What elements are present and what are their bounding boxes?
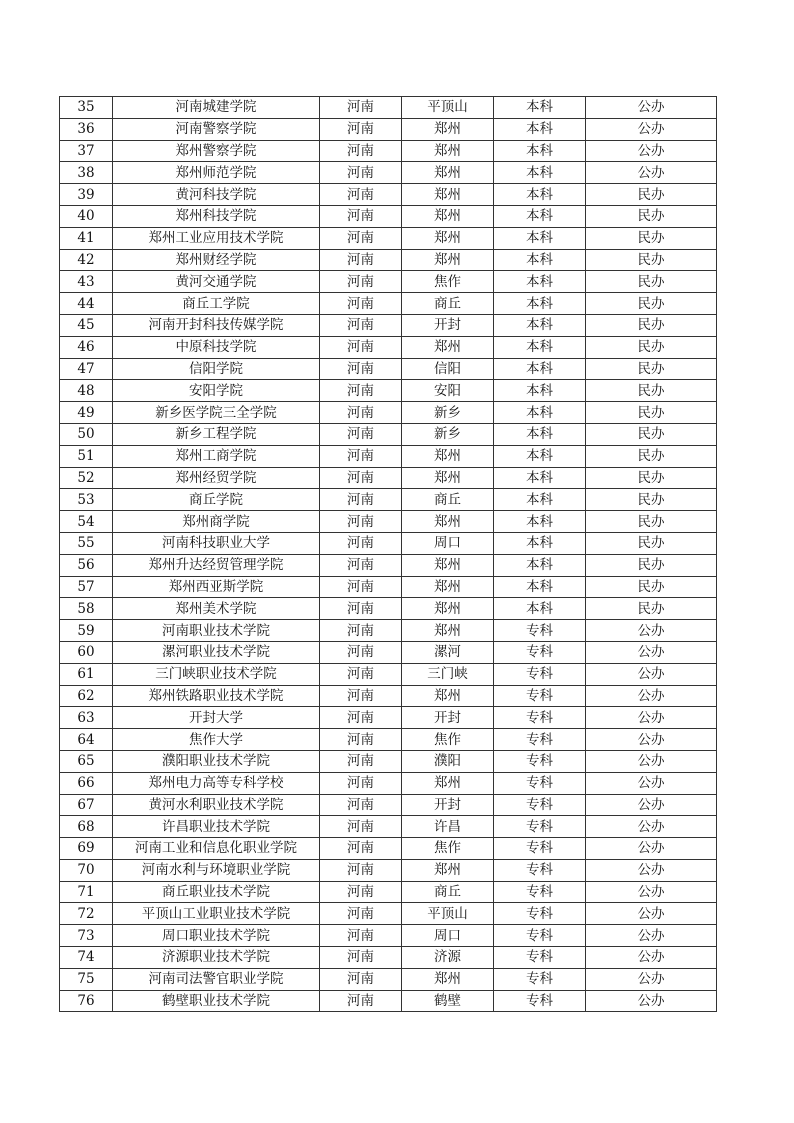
province-cell: 河南 [320,293,402,315]
ownership-cell: 民办 [586,423,717,445]
ownership-cell: 公办 [586,620,717,642]
row-number-cell: 67 [60,794,113,816]
school-name-cell: 商丘学院 [113,489,320,511]
row-number-cell: 58 [60,598,113,620]
province-cell: 河南 [320,663,402,685]
table-row [60,314,717,336]
province-cell: 河南 [320,314,402,336]
row-number-cell: 42 [60,249,113,271]
province-cell: 河南 [320,489,402,511]
school-name-cell: 郑州美术学院 [113,598,320,620]
ownership-cell: 民办 [586,249,717,271]
row-number-cell: 71 [60,881,113,903]
level-cell: 本科 [494,380,586,402]
table-row [60,489,717,511]
city-cell: 许昌 [402,816,494,838]
province-cell: 河南 [320,838,402,860]
school-name-cell: 焦作大学 [113,729,320,751]
level-cell: 本科 [494,511,586,533]
row-number-cell: 60 [60,641,113,663]
table-row [60,750,717,772]
level-cell: 专科 [494,903,586,925]
row-number-cell: 36 [60,118,113,140]
school-name-cell: 河南科技职业大学 [113,532,320,554]
ownership-cell: 公办 [586,685,717,707]
school-name-cell: 信阳学院 [113,358,320,380]
ownership-cell: 公办 [586,641,717,663]
row-number-cell: 70 [60,859,113,881]
city-cell: 信阳 [402,358,494,380]
ownership-cell: 民办 [586,358,717,380]
province-cell: 河南 [320,554,402,576]
level-cell: 专科 [494,750,586,772]
row-number-cell: 44 [60,293,113,315]
city-cell: 平顶山 [402,97,494,119]
province-cell: 河南 [320,511,402,533]
ownership-cell: 公办 [586,816,717,838]
ownership-cell: 公办 [586,140,717,162]
row-number-cell: 75 [60,968,113,990]
province-cell: 河南 [320,205,402,227]
level-cell: 本科 [494,205,586,227]
ownership-cell: 公办 [586,707,717,729]
ownership-cell: 民办 [586,467,717,489]
school-name-cell: 郑州经贸学院 [113,467,320,489]
school-name-cell: 黄河科技学院 [113,184,320,206]
table-row [60,467,717,489]
level-cell: 专科 [494,947,586,969]
school-name-cell: 河南职业技术学院 [113,620,320,642]
province-cell: 河南 [320,576,402,598]
school-name-cell: 商丘职业技术学院 [113,881,320,903]
row-number-cell: 66 [60,772,113,794]
school-name-cell: 新乡医学院三全学院 [113,402,320,424]
level-cell: 专科 [494,838,586,860]
city-cell: 周口 [402,532,494,554]
table-row [60,816,717,838]
level-cell: 专科 [494,772,586,794]
school-name-cell: 郑州财经学院 [113,249,320,271]
city-cell: 郑州 [402,467,494,489]
city-cell: 郑州 [402,205,494,227]
city-cell: 郑州 [402,162,494,184]
school-name-cell: 漯河职业技术学院 [113,641,320,663]
table-row [60,532,717,554]
ownership-cell: 民办 [586,380,717,402]
table-row [60,576,717,598]
level-cell: 专科 [494,816,586,838]
level-cell: 专科 [494,990,586,1012]
ownership-cell: 公办 [586,925,717,947]
city-cell: 郑州 [402,140,494,162]
school-name-cell: 鹤壁职业技术学院 [113,990,320,1012]
province-cell: 河南 [320,402,402,424]
table-row [60,554,717,576]
table-row [60,881,717,903]
ownership-cell: 公办 [586,947,717,969]
ownership-cell: 公办 [586,838,717,860]
level-cell: 本科 [494,293,586,315]
school-name-cell: 濮阳职业技术学院 [113,750,320,772]
ownership-cell: 民办 [586,489,717,511]
province-cell: 河南 [320,184,402,206]
school-name-cell: 黄河水利职业技术学院 [113,794,320,816]
table-row [60,380,717,402]
ownership-cell: 公办 [586,729,717,751]
city-cell: 商丘 [402,293,494,315]
city-cell: 新乡 [402,423,494,445]
level-cell: 专科 [494,685,586,707]
province-cell: 河南 [320,772,402,794]
level-cell: 专科 [494,729,586,751]
school-name-cell: 河南城建学院 [113,97,320,119]
row-number-cell: 65 [60,750,113,772]
school-name-cell: 中原科技学院 [113,336,320,358]
row-number-cell: 57 [60,576,113,598]
city-cell: 郑州 [402,685,494,707]
ownership-cell: 民办 [586,336,717,358]
school-name-cell: 河南司法警官职业学院 [113,968,320,990]
province-cell: 河南 [320,380,402,402]
row-number-cell: 46 [60,336,113,358]
table-row [60,358,717,380]
city-cell: 焦作 [402,838,494,860]
table-row [60,859,717,881]
school-name-cell: 河南水利与环境职业学院 [113,859,320,881]
ownership-cell: 公办 [586,859,717,881]
level-cell: 专科 [494,925,586,947]
province-cell: 河南 [320,947,402,969]
city-cell: 濮阳 [402,750,494,772]
level-cell: 本科 [494,184,586,206]
table-row [60,598,717,620]
province-cell: 河南 [320,816,402,838]
city-cell: 郑州 [402,445,494,467]
school-name-cell: 河南警察学院 [113,118,320,140]
level-cell: 本科 [494,336,586,358]
province-cell: 河南 [320,140,402,162]
province-cell: 河南 [320,968,402,990]
city-cell: 郑州 [402,511,494,533]
school-name-cell: 郑州铁路职业技术学院 [113,685,320,707]
school-name-cell: 郑州商学院 [113,511,320,533]
level-cell: 本科 [494,532,586,554]
province-cell: 河南 [320,794,402,816]
row-number-cell: 40 [60,205,113,227]
table-row [60,511,717,533]
school-name-cell: 安阳学院 [113,380,320,402]
table-row [60,685,717,707]
table-row [60,968,717,990]
ownership-cell: 民办 [586,576,717,598]
city-cell: 平顶山 [402,903,494,925]
level-cell: 专科 [494,620,586,642]
school-name-cell: 河南开封科技传媒学院 [113,314,320,336]
table-row [60,838,717,860]
school-name-cell: 郑州电力高等专科学校 [113,772,320,794]
ownership-cell: 民办 [586,511,717,533]
city-cell: 安阳 [402,380,494,402]
city-cell: 济源 [402,947,494,969]
ownership-cell: 民办 [586,554,717,576]
table-row [60,118,717,140]
row-number-cell: 50 [60,423,113,445]
province-cell: 河南 [320,925,402,947]
school-name-cell: 许昌职业技术学院 [113,816,320,838]
table-row [60,162,717,184]
level-cell: 本科 [494,118,586,140]
ownership-cell: 公办 [586,750,717,772]
province-cell: 河南 [320,445,402,467]
table-row [60,249,717,271]
level-cell: 本科 [494,97,586,119]
province-cell: 河南 [320,641,402,663]
level-cell: 本科 [494,423,586,445]
city-cell: 郑州 [402,554,494,576]
ownership-cell: 民办 [586,314,717,336]
row-number-cell: 63 [60,707,113,729]
city-cell: 郑州 [402,859,494,881]
row-number-cell: 73 [60,925,113,947]
city-cell: 郑州 [402,249,494,271]
row-number-cell: 53 [60,489,113,511]
school-name-cell: 郑州工商学院 [113,445,320,467]
table-row [60,336,717,358]
level-cell: 专科 [494,881,586,903]
level-cell: 本科 [494,271,586,293]
ownership-cell: 民办 [586,402,717,424]
city-cell: 三门峡 [402,663,494,685]
level-cell: 本科 [494,314,586,336]
table-row [60,205,717,227]
table-row [60,641,717,663]
school-name-cell: 郑州科技学院 [113,205,320,227]
row-number-cell: 43 [60,271,113,293]
level-cell: 专科 [494,968,586,990]
row-number-cell: 38 [60,162,113,184]
city-cell: 开封 [402,707,494,729]
province-cell: 河南 [320,598,402,620]
school-name-cell: 商丘工学院 [113,293,320,315]
row-number-cell: 52 [60,467,113,489]
province-cell: 河南 [320,118,402,140]
school-name-cell: 郑州升达经贸管理学院 [113,554,320,576]
ownership-cell: 公办 [586,968,717,990]
ownership-cell: 公办 [586,663,717,685]
province-cell: 河南 [320,990,402,1012]
row-number-cell: 45 [60,314,113,336]
row-number-cell: 49 [60,402,113,424]
row-number-cell: 56 [60,554,113,576]
level-cell: 本科 [494,162,586,184]
row-number-cell: 72 [60,903,113,925]
province-cell: 河南 [320,903,402,925]
school-name-cell: 郑州工业应用技术学院 [113,227,320,249]
table-row [60,227,717,249]
ownership-cell: 公办 [586,903,717,925]
table-row [60,925,717,947]
ownership-cell: 民办 [586,271,717,293]
province-cell: 河南 [320,249,402,271]
city-cell: 焦作 [402,271,494,293]
city-cell: 开封 [402,794,494,816]
table-row [60,271,717,293]
school-name-cell: 郑州警察学院 [113,140,320,162]
province-cell: 河南 [320,423,402,445]
city-cell: 郑州 [402,576,494,598]
level-cell: 专科 [494,641,586,663]
level-cell: 本科 [494,467,586,489]
row-number-cell: 62 [60,685,113,707]
row-number-cell: 41 [60,227,113,249]
table-row [60,707,717,729]
province-cell: 河南 [320,467,402,489]
ownership-cell: 民办 [586,532,717,554]
city-cell: 新乡 [402,402,494,424]
table-row [60,772,717,794]
province-cell: 河南 [320,881,402,903]
table-row [60,423,717,445]
table-row [60,184,717,206]
level-cell: 本科 [494,489,586,511]
city-cell: 郑州 [402,184,494,206]
province-cell: 河南 [320,358,402,380]
province-cell: 河南 [320,729,402,751]
row-number-cell: 61 [60,663,113,685]
ownership-cell: 公办 [586,97,717,119]
row-number-cell: 51 [60,445,113,467]
row-number-cell: 35 [60,97,113,119]
level-cell: 专科 [494,794,586,816]
row-number-cell: 68 [60,816,113,838]
row-number-cell: 55 [60,532,113,554]
city-cell: 郑州 [402,968,494,990]
province-cell: 河南 [320,336,402,358]
table-row [60,402,717,424]
province-cell: 河南 [320,859,402,881]
level-cell: 本科 [494,227,586,249]
ownership-cell: 民办 [586,598,717,620]
table-row [60,140,717,162]
city-cell: 焦作 [402,729,494,751]
table-row [60,794,717,816]
city-cell: 郑州 [402,227,494,249]
ownership-cell: 民办 [586,445,717,467]
table-row [60,729,717,751]
level-cell: 本科 [494,576,586,598]
ownership-cell: 民办 [586,184,717,206]
school-name-cell: 郑州西亚斯学院 [113,576,320,598]
row-number-cell: 64 [60,729,113,751]
table-body [60,97,717,1012]
city-cell: 郑州 [402,336,494,358]
city-cell: 商丘 [402,881,494,903]
city-cell: 郑州 [402,620,494,642]
ownership-cell: 公办 [586,794,717,816]
province-cell: 河南 [320,685,402,707]
school-name-cell: 平顶山工业职业技术学院 [113,903,320,925]
school-name-cell: 周口职业技术学院 [113,925,320,947]
level-cell: 专科 [494,707,586,729]
level-cell: 本科 [494,554,586,576]
level-cell: 本科 [494,402,586,424]
city-cell: 郑州 [402,598,494,620]
school-name-cell: 三门峡职业技术学院 [113,663,320,685]
province-cell: 河南 [320,227,402,249]
row-number-cell: 48 [60,380,113,402]
row-number-cell: 59 [60,620,113,642]
ownership-cell: 公办 [586,772,717,794]
city-cell: 郑州 [402,772,494,794]
ownership-cell: 公办 [586,162,717,184]
school-name-cell: 新乡工程学院 [113,423,320,445]
ownership-cell: 民办 [586,227,717,249]
school-name-cell: 郑州师范学院 [113,162,320,184]
city-cell: 开封 [402,314,494,336]
city-cell: 郑州 [402,118,494,140]
table-row [60,903,717,925]
city-cell: 鹤壁 [402,990,494,1012]
level-cell: 专科 [494,663,586,685]
province-cell: 河南 [320,97,402,119]
level-cell: 本科 [494,358,586,380]
row-number-cell: 54 [60,511,113,533]
province-cell: 河南 [320,162,402,184]
row-number-cell: 37 [60,140,113,162]
row-number-cell: 39 [60,184,113,206]
province-cell: 河南 [320,532,402,554]
level-cell: 本科 [494,140,586,162]
table-row [60,947,717,969]
table-row [60,663,717,685]
ownership-cell: 民办 [586,293,717,315]
school-name-cell: 开封大学 [113,707,320,729]
ownership-cell: 民办 [586,205,717,227]
province-cell: 河南 [320,620,402,642]
ownership-cell: 公办 [586,881,717,903]
ownership-cell: 公办 [586,990,717,1012]
ownership-cell: 公办 [586,118,717,140]
school-name-cell: 黄河交通学院 [113,271,320,293]
row-number-cell: 69 [60,838,113,860]
row-number-cell: 76 [60,990,113,1012]
city-cell: 周口 [402,925,494,947]
level-cell: 本科 [494,598,586,620]
city-cell: 漯河 [402,641,494,663]
school-name-cell: 河南工业和信息化职业学院 [113,838,320,860]
table-row [60,97,717,119]
city-cell: 商丘 [402,489,494,511]
table-row [60,620,717,642]
level-cell: 本科 [494,249,586,271]
university-table [59,96,717,1012]
row-number-cell: 47 [60,358,113,380]
table-row [60,293,717,315]
province-cell: 河南 [320,707,402,729]
row-number-cell: 74 [60,947,113,969]
province-cell: 河南 [320,271,402,293]
level-cell: 专科 [494,859,586,881]
table-row [60,445,717,467]
province-cell: 河南 [320,750,402,772]
table-row [60,990,717,1012]
school-name-cell: 济源职业技术学院 [113,947,320,969]
level-cell: 本科 [494,445,586,467]
